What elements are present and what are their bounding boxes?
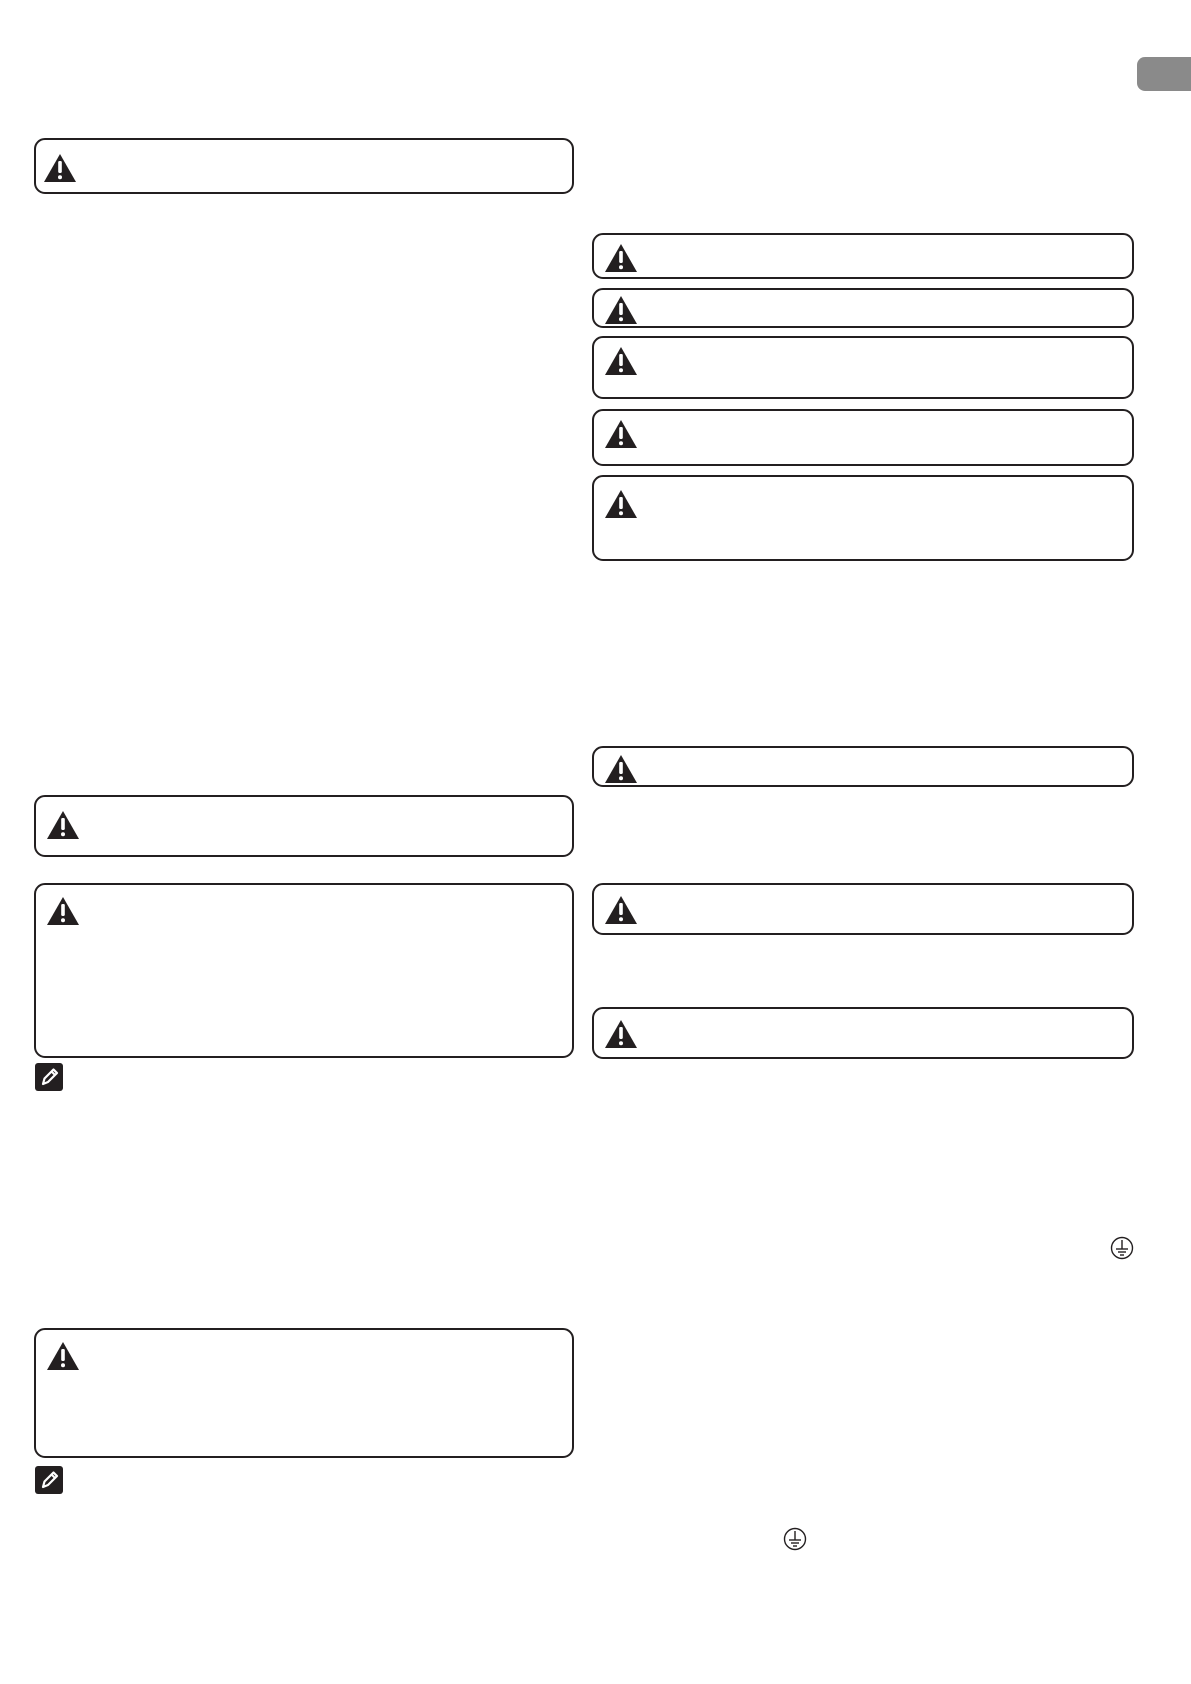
warning-box-right-6 — [592, 746, 1134, 787]
warning-triangle-icon — [604, 346, 638, 376]
protective-earth-ground-icon — [783, 1527, 807, 1551]
warning-box-right-3 — [592, 336, 1134, 399]
warning-box-right-8 — [592, 1007, 1134, 1059]
pencil-note-icon — [35, 1466, 63, 1494]
warning-box-right-7 — [592, 883, 1134, 935]
warning-box-left-2 — [34, 795, 574, 857]
warning-triangle-icon — [46, 1341, 80, 1371]
warning-triangle-icon — [604, 895, 638, 925]
warning-box-left-1 — [34, 138, 574, 194]
warning-box-left-4 — [34, 1328, 574, 1458]
warning-box-left-3 — [34, 883, 574, 1058]
warning-triangle-icon — [604, 243, 638, 273]
protective-earth-ground-icon — [1110, 1236, 1134, 1260]
warning-triangle-icon — [604, 419, 638, 449]
warning-triangle-icon — [604, 489, 638, 519]
language-section-tab — [1137, 57, 1191, 91]
warning-triangle-icon — [604, 1019, 638, 1049]
pencil-note-icon — [35, 1063, 63, 1091]
warning-box-right-2 — [592, 288, 1134, 328]
warning-triangle-icon — [43, 153, 77, 183]
warning-triangle-icon — [604, 295, 638, 325]
warning-box-right-4 — [592, 409, 1134, 466]
warning-box-right-5 — [592, 475, 1134, 561]
warning-triangle-icon — [46, 810, 80, 840]
warning-box-right-1 — [592, 233, 1134, 279]
warning-triangle-icon — [604, 754, 638, 784]
warning-triangle-icon — [46, 896, 80, 926]
